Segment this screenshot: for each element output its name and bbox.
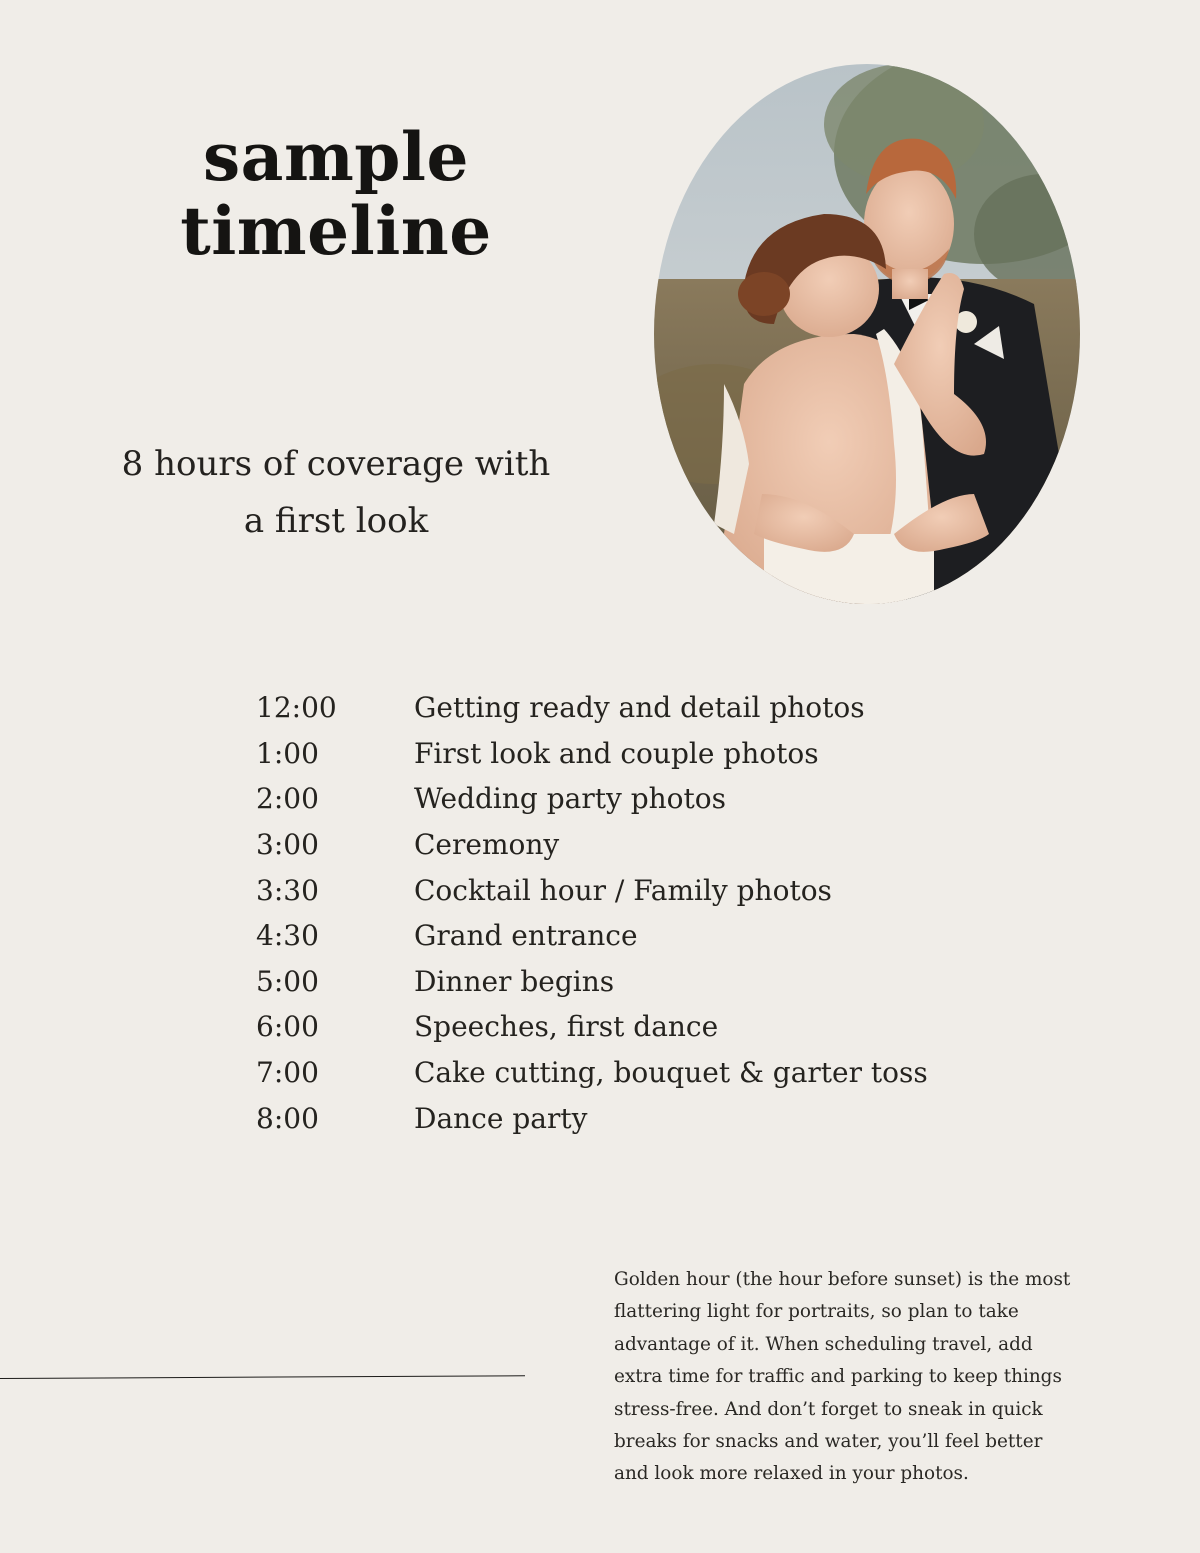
timeline-row: [256, 1050, 976, 1096]
timeline-time: 3:00: [256, 828, 319, 862]
timeline-time: 5:00: [256, 964, 319, 998]
golden-hour-tip: [614, 1264, 1084, 1491]
timeline-time: 6:00: [256, 1010, 319, 1044]
timeline-time: 7:00: [256, 1056, 319, 1090]
timeline-time: 2:00: [256, 782, 319, 816]
timeline-row: [256, 959, 976, 1005]
timeline-row: [256, 685, 976, 731]
timeline-time: 12:00: [256, 691, 337, 725]
tip-line: Golden hour (the hour before sunset) is the most: [614, 1269, 1071, 1290]
tip-line: stress-free. And don’t forget to sneak in quick: [614, 1398, 1043, 1420]
timeline-event: Ceremony: [414, 828, 560, 862]
title-line-1: sample: [203, 118, 469, 197]
tip-line: flattering light for portraits, so plan to take: [614, 1301, 1019, 1323]
timeline-event: Getting ready and detail photos: [414, 691, 865, 725]
timeline-event: Cake cutting, bouquet & garter toss: [414, 1056, 928, 1090]
timeline-time: 1:00: [256, 736, 319, 770]
couple-photo: [654, 64, 1080, 604]
timeline-time: 4:30: [256, 919, 319, 953]
timeline-event: First look and couple photos: [414, 736, 819, 770]
timeline-list: [256, 685, 976, 1141]
tip-line: breaks for snacks and water, you’ll feel better: [614, 1431, 1043, 1453]
tip-line: advantage of it. When scheduling travel, add: [614, 1333, 1033, 1355]
timeline-event: Cocktail hour / Family photos: [414, 873, 832, 907]
subtitle-line-2: a first look: [243, 501, 429, 541]
timeline-row: [256, 731, 976, 777]
timeline-event: Wedding party photos: [414, 782, 726, 816]
timeline-event: Speeches, first dance: [414, 1010, 719, 1044]
timeline-time: 3:30: [256, 873, 319, 907]
subtitle-line-1: 8 hours of coverage with: [121, 444, 551, 484]
timeline-event: Dance party: [414, 1101, 588, 1135]
horizontal-divider: [0, 1375, 525, 1379]
timeline-row: [256, 1095, 976, 1141]
timeline-row: [256, 913, 976, 959]
timeline-event: Dinner begins: [414, 964, 615, 998]
tip-line: extra time for traffic and parking to keep things: [614, 1366, 1062, 1388]
timeline-event: Grand entrance: [414, 919, 638, 953]
timeline-row: [256, 822, 976, 868]
timeline-row: [256, 1004, 976, 1050]
timeline-time: 8:00: [256, 1101, 319, 1135]
coverage-subtitle: [106, 436, 566, 550]
page-title: [136, 118, 536, 271]
couple-photo-illustration: [654, 64, 1080, 604]
title-line-2: timeline: [180, 192, 492, 271]
timeline-row: [256, 776, 976, 822]
tip-line: and look more relaxed in your photos.: [614, 1463, 969, 1485]
timeline-row: [256, 867, 976, 913]
